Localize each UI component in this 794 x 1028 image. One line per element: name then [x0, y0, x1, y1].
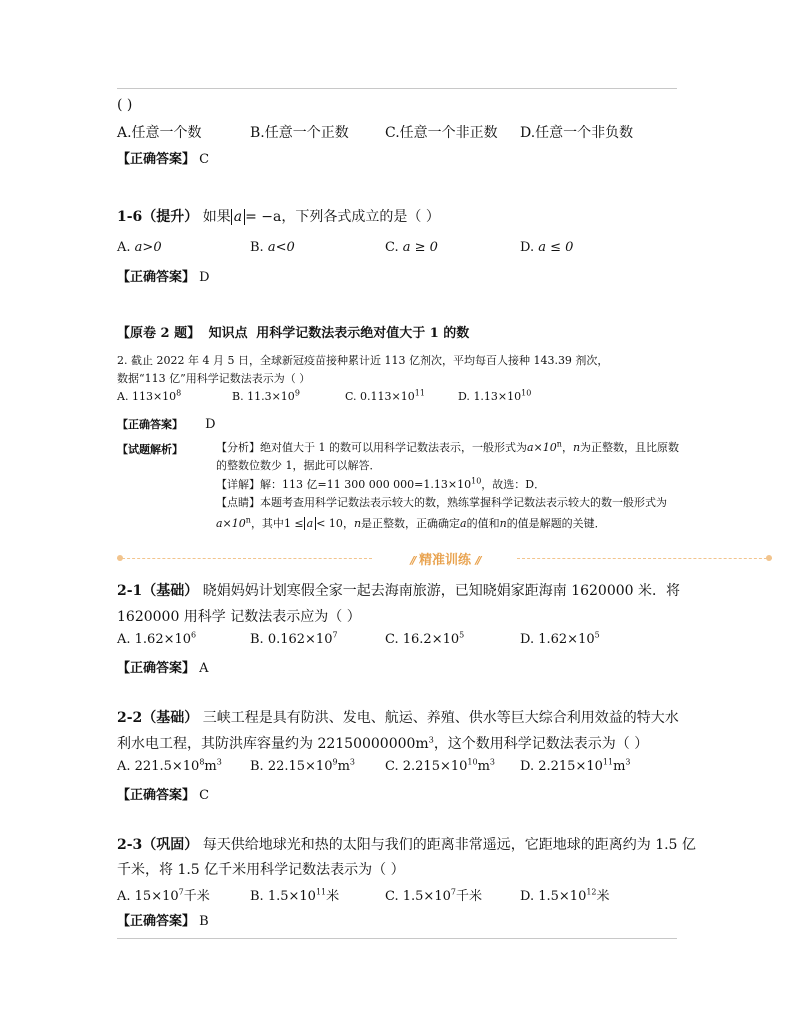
question-level: （基础） [142, 583, 199, 599]
option-letter: A. [117, 390, 129, 403]
option-exp: 11 [414, 388, 425, 398]
option-unit: 米 [596, 889, 610, 904]
section-tag: 【原卷 2 题】 [117, 326, 201, 341]
option-base: 0.162×10 [267, 632, 333, 647]
dj-form-exp: n [245, 515, 251, 525]
stem-text: 三峡工程是具有防洪、发电、航运、养殖、供水等巨大综合利用效益的特大水 [202, 710, 679, 726]
option-base: 221.5×10 [134, 759, 200, 774]
analysis-label-text: 【试题解析】 [117, 443, 183, 456]
answer-label: 【正确答案】 [117, 152, 196, 167]
q2-answer [117, 416, 216, 432]
dj-comma: ， [342, 517, 354, 530]
question-number: 1-6 [117, 209, 143, 225]
q1-6-option-a [117, 240, 162, 255]
q2-2-line2 [117, 733, 648, 753]
answer-value: D [199, 270, 210, 285]
q2-1-option-b [250, 632, 338, 647]
stem-prefix: 如果 [202, 209, 231, 225]
unit-exp: 3 [428, 735, 434, 745]
q2-2-answer [117, 784, 209, 803]
option-expr: a ≥ 0 [402, 240, 438, 255]
option-exp: 7 [178, 887, 184, 897]
fx-form-exp: n [556, 439, 562, 449]
q2-option-a [117, 390, 181, 403]
option-base: 22.15×10 [267, 759, 333, 774]
dj-abs-var: a [306, 517, 314, 530]
option-exp: 7 [450, 887, 456, 897]
option-base: 11.3×10 [247, 390, 295, 403]
q2-1-option-a [117, 632, 196, 647]
abs-expression [231, 209, 245, 225]
q2-line1: 2. 截止 2022 年 4 月 5 日，全球新冠疫苗接种累计近 113 亿剂次，平均每百人接种 143.39 剂次， [117, 354, 609, 367]
fx-text: 绝对值大于 1 的数可以用科学记数法表示，一般形式为 [260, 441, 527, 454]
option-exp: 6 [191, 630, 197, 640]
question-level: （巩固） [142, 837, 199, 853]
option-letter: B. [232, 390, 244, 403]
option-letter: B. [250, 759, 268, 774]
analysis-xj [216, 476, 545, 492]
q2-1-option-c [385, 632, 464, 647]
answer-label: 【正确答案】 [117, 661, 196, 676]
fx-tag: 【分析】 [216, 441, 260, 454]
option-base: 15×10 [134, 889, 179, 904]
analysis-label [117, 441, 183, 457]
q2-option-d [458, 390, 531, 403]
answer-value: B [199, 914, 209, 929]
analysis-dj-line1 [216, 494, 667, 510]
dj-rest3: 的值是解题的关键． [506, 517, 606, 530]
stem-text-end: ，这个数用科学记数法表示为（ ） [433, 736, 649, 752]
q2-line2: 数据“113 亿”用科学记数法表示为（ ） [117, 372, 311, 385]
fx-n: n [572, 441, 581, 454]
option-base: 1.5×10 [402, 889, 451, 904]
option-base: 0.113×10 [360, 390, 415, 403]
q2-2-option-a [117, 759, 222, 774]
option-letter: A. [117, 759, 135, 774]
q1-6-option-d [520, 240, 573, 255]
option-letter: C. [345, 390, 357, 403]
stem-suffix: ，下列各式成立的是（ ） [281, 209, 440, 225]
stem-text: 每天供给地球光和热的太阳与我们的距离非常遥远，它距地球的距离约为 1.5 亿 [202, 837, 696, 853]
dj-abs [304, 517, 317, 530]
option-exp: 5 [594, 630, 600, 640]
section-title: 用科学记数法表示绝对值大于 1 的数 [256, 326, 470, 341]
option-expr: a<0 [267, 240, 295, 255]
fx-form: a×10 [527, 441, 557, 454]
q2-3-line2: 千米，将 1.5 亿千米用科学记数法表示为（ ） [117, 862, 405, 878]
option-letter: A. [117, 632, 135, 647]
option-letter: C. [385, 632, 403, 647]
stem-text: 利水电工程，其防洪库容量约为 22150000000m [117, 736, 429, 752]
bottom-rule [117, 938, 677, 939]
q2-1-line2: 1620000 用科学 记数法表示应为（ ） [117, 609, 361, 625]
option-unit: m [477, 759, 490, 774]
option-letter: D. [520, 889, 539, 904]
answer-label: 【正确答案】 [117, 788, 196, 803]
option-unit: 米 [326, 889, 340, 904]
option-base: 1.62×10 [538, 632, 595, 647]
analysis-fx-line2: 的整数位数少 1，据此可以解答． [216, 459, 381, 472]
option-letter: B. [250, 240, 264, 255]
option-letter: C. [385, 240, 399, 255]
question-level: （提升） [142, 209, 199, 225]
dj-range-high: < 10 [316, 517, 343, 530]
option-letter: D. [458, 390, 470, 403]
section-heading [117, 322, 469, 341]
dj-rest2: 的值和 [466, 517, 500, 530]
banner-dot-right [766, 555, 772, 561]
abs-variable: a [233, 209, 243, 225]
q1-6-option-b [250, 240, 295, 255]
option-letter: D. [520, 240, 535, 255]
option-exp: 9 [332, 757, 338, 767]
option-unit-exp: 3 [349, 757, 355, 767]
option-letter: C. [385, 759, 403, 774]
xj-tag: 【详解】 [216, 478, 260, 491]
section-banner [117, 550, 772, 566]
option-base: 2.215×10 [402, 759, 468, 774]
q2-3-line1 [117, 834, 696, 854]
option-exp: 5 [459, 630, 465, 640]
banner-line-right [517, 558, 772, 559]
option-letter: D. [520, 632, 539, 647]
option-expr: a ≤ 0 [538, 240, 574, 255]
banner-line-left [117, 558, 372, 559]
dj-range-low: 1 ≤ [283, 517, 304, 530]
dj-a: a [460, 517, 467, 530]
option-letter: C. [385, 889, 403, 904]
fx-comma: ， [561, 441, 573, 454]
question-number: 2-2 [117, 710, 143, 726]
banner-title [379, 549, 511, 568]
option-letter: B. [250, 889, 268, 904]
option-exp: 11 [602, 757, 614, 767]
option-base: 16.2×10 [402, 632, 460, 647]
q2-3-option-d [520, 885, 610, 904]
fx-text-end: 为正整数，且比原数 [580, 441, 680, 454]
question-number: 2-1 [117, 583, 143, 599]
q1-5-option-a: A.任意一个数 [117, 125, 202, 141]
q2-1-line1 [117, 580, 680, 600]
q2-3-option-b [250, 885, 339, 904]
answer-value: D [205, 417, 216, 432]
dj-n2: n [499, 517, 507, 530]
equation-rest: = −a [245, 209, 282, 225]
question-number: 2-3 [117, 837, 143, 853]
slash-mark-icon: // [475, 554, 480, 567]
dj-tag: 【点睛】 [216, 496, 260, 509]
answer-value: A [199, 661, 209, 676]
option-letter: B. [250, 632, 268, 647]
q2-1-option-d [520, 632, 600, 647]
option-unit-exp: 3 [625, 757, 631, 767]
q2-1-answer [117, 657, 209, 676]
q1-5-option-d: D.任意一个非负数 [520, 125, 634, 141]
slash-mark-icon: // [410, 554, 415, 567]
dj-form: a×10 [216, 517, 246, 530]
q1-5-option-c: C.任意一个非正数 [385, 125, 498, 141]
option-unit: 千米 [455, 889, 482, 904]
dj-mid: ，其中 [250, 517, 284, 530]
option-exp: 11 [315, 887, 327, 897]
option-exp: 10 [467, 757, 478, 767]
option-exp: 10 [521, 388, 532, 398]
option-unit-exp: 3 [216, 757, 222, 767]
q1-5-paren: ( ) [117, 97, 133, 113]
q2-option-b [232, 390, 300, 403]
option-unit: m [613, 759, 626, 774]
q2-3-answer [117, 910, 209, 929]
option-base: 1.5×10 [267, 889, 316, 904]
q1-6-option-c [385, 240, 438, 255]
xj-end: ，故选：D． [481, 478, 546, 491]
banner-title-text: 精准训练 [418, 553, 471, 568]
option-unit-exp: 3 [489, 757, 496, 767]
option-base: 1.62×10 [134, 632, 192, 647]
q1-5-option-b: B.任意一个正数 [250, 125, 349, 141]
q1-6-stem [117, 206, 440, 226]
q2-3-option-c [385, 885, 482, 904]
question-level: （基础） [142, 710, 199, 726]
stem-text: 晓娟妈妈计划寒假全家一起去海南旅游，已知晓娟家距海南 1620000 米．将 [202, 583, 680, 599]
top-rule [117, 88, 677, 89]
option-base: 1.5×10 [538, 889, 587, 904]
q2-option-c [345, 390, 425, 403]
q1-5-answer [117, 148, 209, 167]
q2-2-line1 [117, 707, 679, 727]
banner-dot-left [117, 555, 123, 561]
dj-rest: 是正整数，正确确定 [361, 517, 461, 530]
q1-6-answer [117, 266, 210, 285]
dj-text: 本题考查用科学记数法表示较大的数，熟练掌握科学记数法表示较大的数一般形式为 [260, 496, 667, 509]
option-exp: 7 [332, 630, 338, 640]
option-letter: A. [117, 889, 135, 904]
q2-3-option-a [117, 885, 210, 904]
analysis-dj-line2 [216, 515, 606, 531]
option-letter: D. [520, 759, 539, 774]
xj-exp: 10 [471, 476, 482, 486]
answer-value: C [199, 152, 210, 167]
answer-label: 【正确答案】 [117, 914, 196, 929]
answer-label: 【正确答案】 [117, 270, 196, 285]
option-exp: 8 [176, 388, 182, 398]
xj-text: 解：113 亿=11 300 000 000=1.13×10 [260, 478, 472, 491]
option-unit: m [204, 759, 217, 774]
q2-2-option-d [520, 759, 631, 774]
option-expr: a>0 [134, 240, 162, 255]
answer-label: 【正确答案】 [117, 418, 183, 431]
answer-value: C [199, 788, 210, 803]
option-base: 1.13×10 [473, 390, 522, 403]
q2-2-option-c [385, 759, 495, 774]
analysis-fx-line1 [216, 439, 679, 455]
option-exp: 12 [586, 887, 597, 897]
section-kp: 知识点 [208, 326, 248, 341]
option-base: 113×10 [131, 390, 177, 403]
option-exp: 9 [294, 388, 300, 398]
option-letter: A. [117, 240, 131, 255]
q2-2-option-b [250, 759, 355, 774]
option-exp: 8 [199, 757, 205, 767]
option-unit: m [337, 759, 350, 774]
option-base: 2.215×10 [538, 759, 603, 774]
dj-n: n [353, 517, 362, 530]
option-unit: 千米 [183, 889, 210, 904]
